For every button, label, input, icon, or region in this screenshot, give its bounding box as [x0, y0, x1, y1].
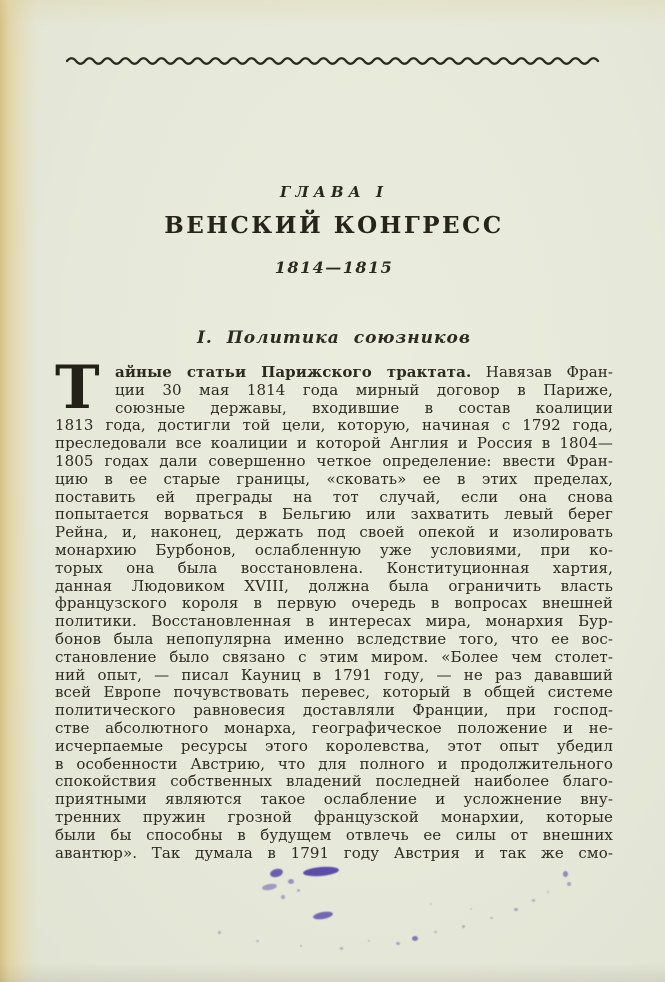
ink-smudge	[430, 903, 432, 905]
body-text-line: спокойствия собственных владений последней наиболее благо-	[55, 772, 613, 791]
body-text-line: авантюр». Так думала в 1791 году Австрия и так же смо-	[55, 843, 613, 862]
body-text-line-first	[55, 364, 613, 382]
ink-smudge	[396, 942, 400, 945]
body-text-line: политики. Восстановленная в интересах мира, монархия Бур-	[55, 612, 613, 631]
body-lead-bold: айные статьи Парижского трактата.	[115, 363, 472, 381]
ink-smudge	[288, 879, 294, 884]
body-text-line: ний опыт, — писал Кауниц в 1791 году, — не раз дававший	[55, 665, 613, 684]
body-text-line: становление было связано с этим миром. «Более чем столет-	[55, 647, 613, 666]
body-text-line: торых она была восстановлена. Конституционная хартия,	[55, 558, 613, 577]
ink-smudge	[297, 889, 300, 892]
ink-smudge	[300, 945, 302, 947]
ink-smudge	[532, 899, 535, 902]
ink-smudge	[470, 908, 472, 910]
ink-smudge	[567, 882, 571, 886]
ink-smudge	[462, 925, 465, 928]
ink-smudge	[490, 917, 493, 919]
ink-smudge	[281, 895, 285, 899]
body-text-line: попытается ворваться в Бельгию или захватить левый берег	[55, 505, 613, 524]
body-text-line: ции 30 мая 1814 года мирный договор в Париже,	[115, 380, 613, 399]
body-text-line: всей Европе почувствовать перевес, который в общей системе	[55, 683, 613, 702]
ink-smudge	[218, 931, 221, 934]
ink-smudge	[256, 940, 259, 942]
body-text-line: стве абсолютного монарха, географическое положение и не-	[55, 718, 613, 737]
body-text-line: монархию Бурбонов, ослабленную уже условиями, при ко-	[55, 540, 613, 559]
page-title: ВЕНСКИЙ КОНГРЕСС	[164, 212, 504, 239]
section-heading: I. Политика союзников	[196, 328, 472, 348]
ink-smudge	[434, 931, 437, 933]
body-text-line: 1813 года, достигли той цели, которую, начиная с 1792 года,	[55, 416, 613, 435]
body-text-line: в особенности Австрию, что для полного и продолжительного	[55, 754, 613, 773]
body-text-line: 1805 годах дали совершенно четкое определение: ввести Фран-	[55, 451, 613, 470]
chapter-dates: 1814—1815	[274, 258, 394, 277]
chapter-heading: ГЛАВА I	[280, 183, 388, 201]
ink-smudge	[340, 947, 343, 950]
body-text-line: Рейна, и, наконец, держать под своей опекой и изолировать	[55, 523, 613, 542]
body-text-line: поставить ей преграды на тот случай, если она снова	[55, 487, 613, 506]
ink-smudge	[547, 891, 549, 893]
body-text-line: политического равновесия доставляли Франции, при господ-	[55, 701, 613, 720]
ink-smudge	[563, 871, 568, 877]
body-text-line: преследовали все коалиции и которой Англия и Россия в 1804—	[55, 434, 613, 453]
page-edge-shading-left	[0, 0, 38, 982]
ink-smudge	[368, 940, 370, 942]
body-text-line: союзные державы, входившие в состав коалиции	[115, 398, 613, 417]
body-text-line: исчерпаемые ресурсы этого королевства, этот опыт убедил	[55, 736, 613, 755]
body-text-line: цию в ее старые границы, «сковать» ее в этих пределах,	[55, 469, 613, 488]
body-text-line: данная Людовиком XVIII, должна была ограничить власть	[55, 576, 613, 595]
body-text-line: приятными являются такое ослабление и усложнение вну-	[55, 790, 613, 809]
text-column	[55, 0, 613, 982]
body-paragraph	[55, 353, 614, 862]
body-text-lines	[55, 382, 613, 863]
body-text-line: были бы способны в будущем отвлечь ее силы от внешних	[55, 825, 613, 844]
ink-smudge	[412, 936, 418, 941]
body-lead-rest: Навязав Фран-	[471, 363, 614, 381]
body-text-line: тренних пружин грозной французской монархии, которые	[55, 807, 613, 826]
ink-smudge	[514, 908, 518, 911]
drop-cap: Т	[55, 353, 100, 423]
body-text-line: бонов была непопулярна именно вследствие того, что ее вос-	[55, 629, 613, 648]
body-text-line: французского короля в первую очередь в вопросах внешней	[55, 594, 613, 613]
